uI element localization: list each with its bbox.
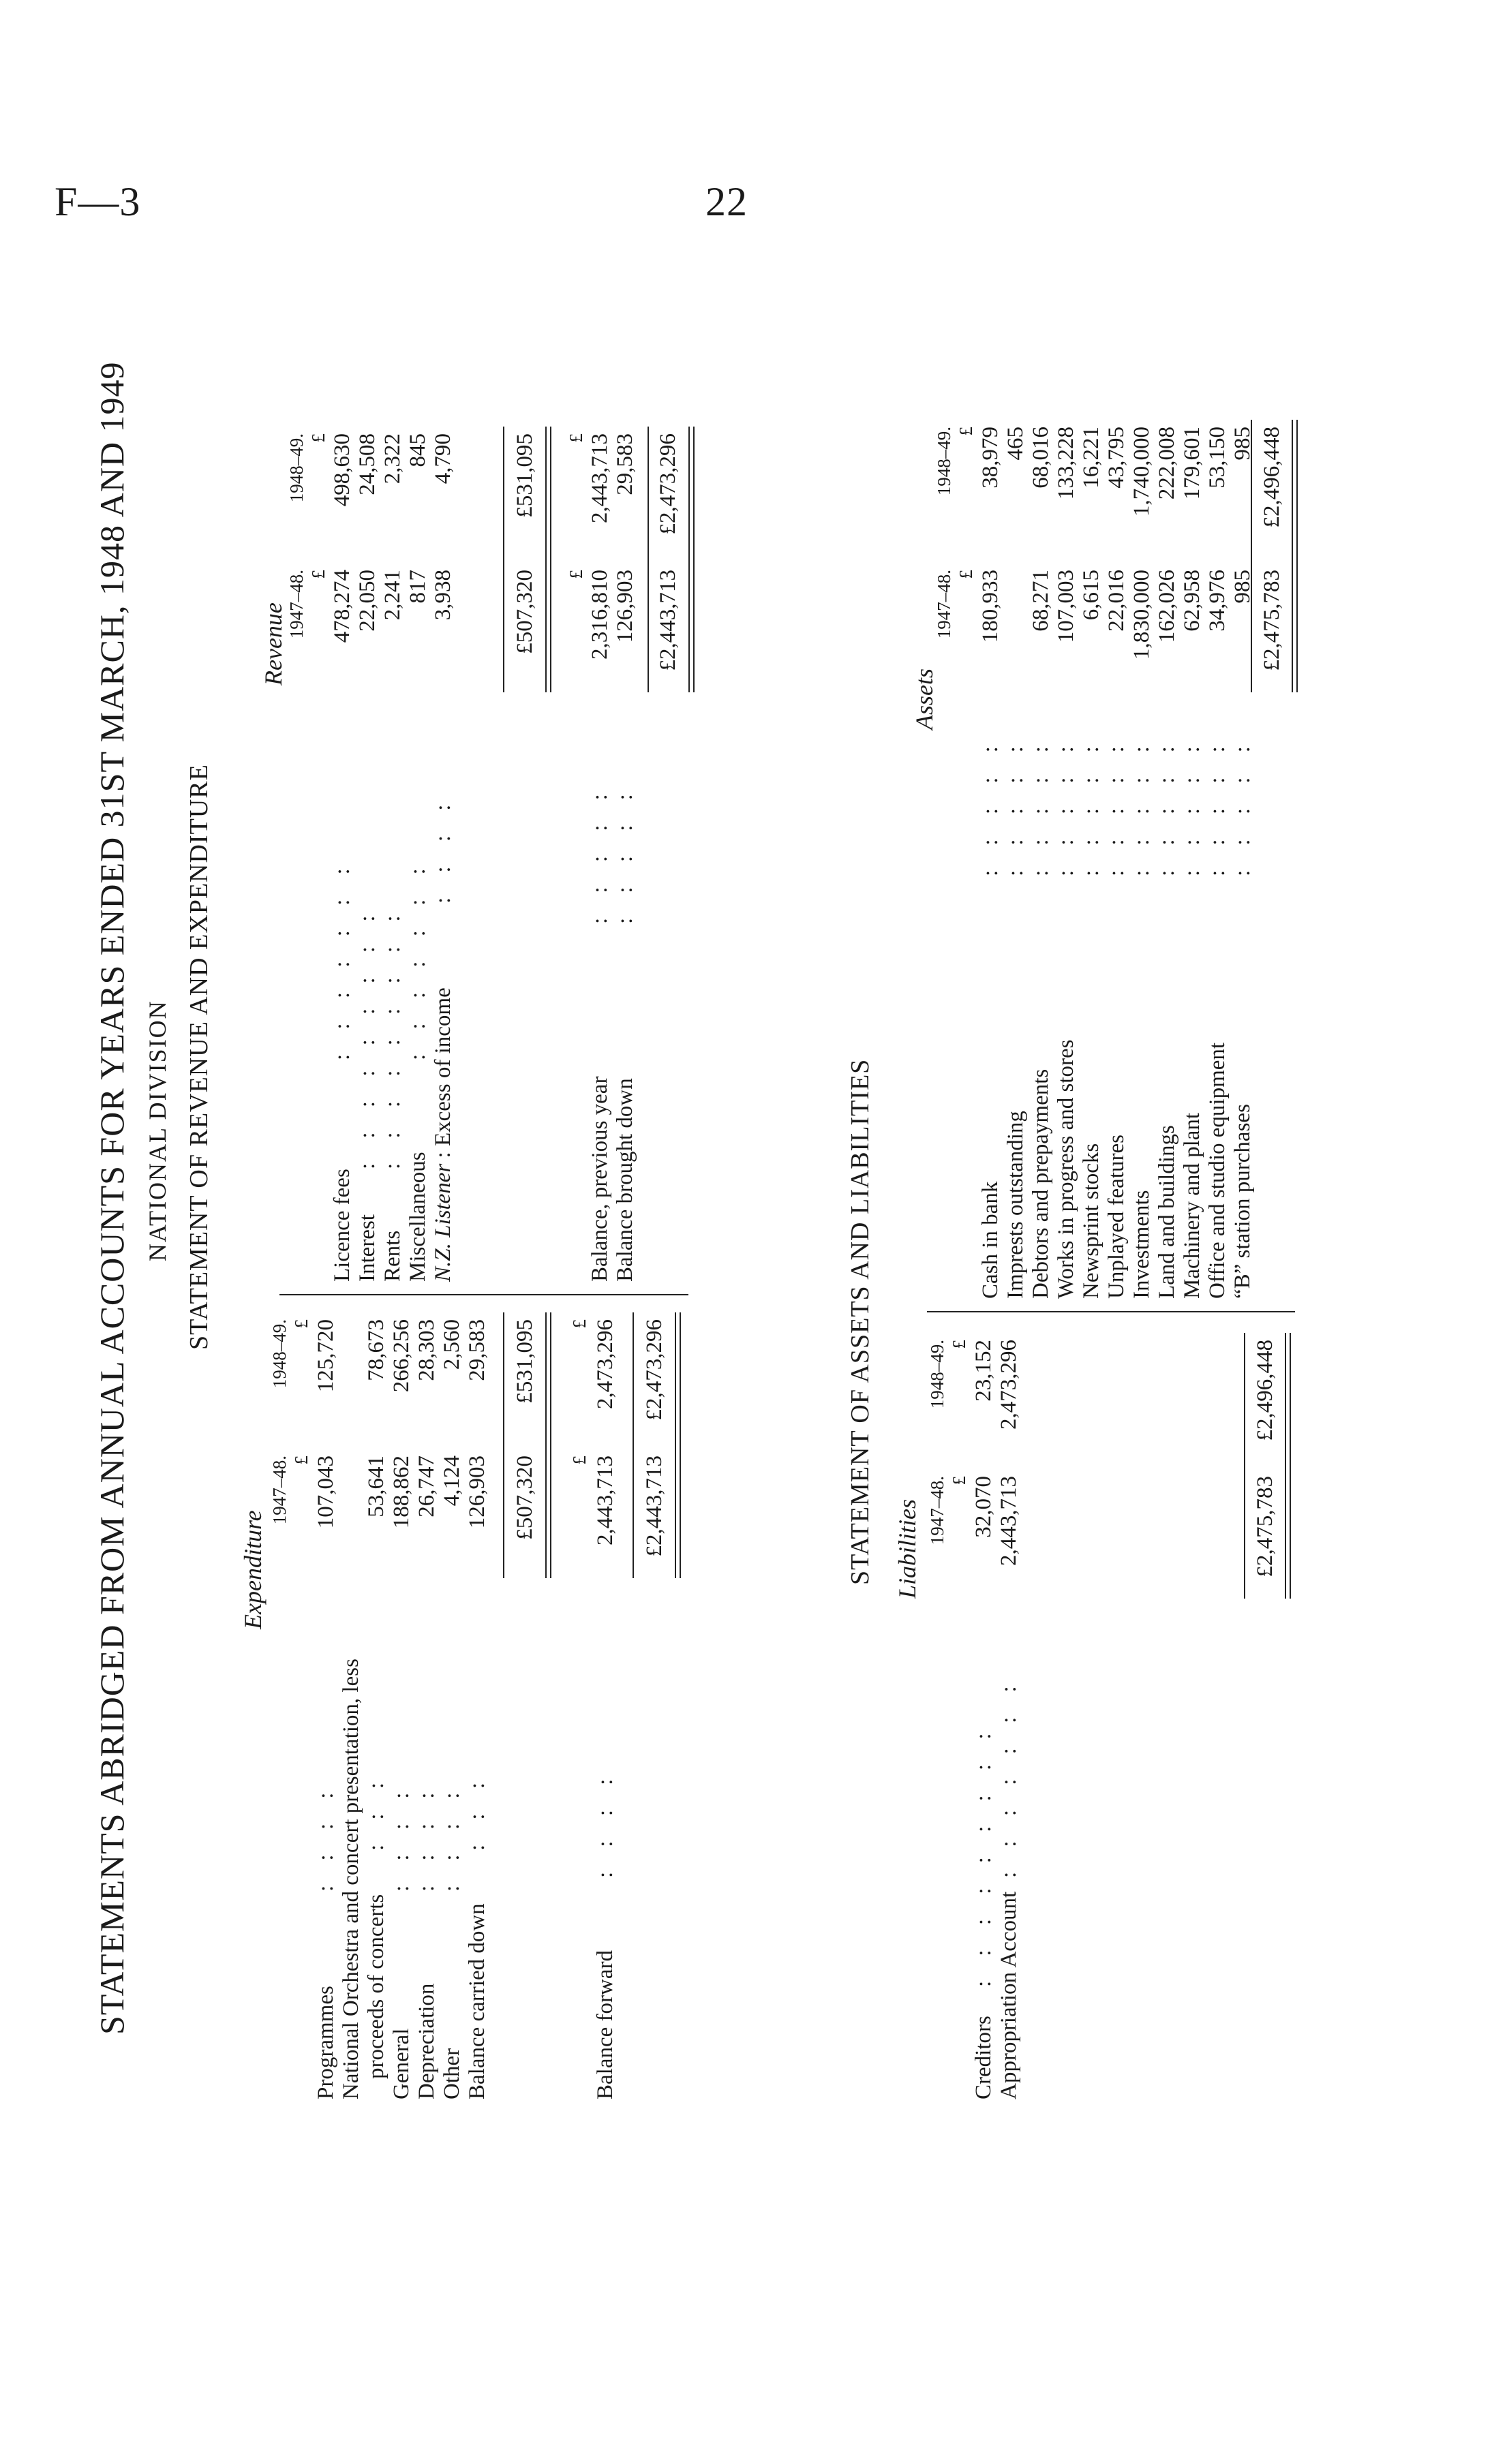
asset-value-1947: 6,615 xyxy=(1079,570,1103,621)
column-divider xyxy=(927,1311,1295,1312)
liab-1947-appropriation: 2,443,713 xyxy=(996,1476,1021,1566)
rev-label-previous: Balance, previous year xyxy=(588,1076,612,1282)
asset-value-1948: 222,008 xyxy=(1155,427,1179,500)
leader-dots: : : : : : xyxy=(978,737,1003,876)
revenue-statement-heading: STATEMENT OF REVENUE AND EXPENDITURE xyxy=(185,764,213,1350)
rev-label-brought: Balance brought down xyxy=(613,1078,637,1282)
rev-col-1947-currency: £ xyxy=(308,570,329,579)
leader-dots: : : : : : xyxy=(588,784,612,924)
rev-bal-1948-currency: £ xyxy=(566,433,586,443)
exp-1948-concerts: 78,673 xyxy=(364,1319,389,1381)
exp-label-concerts: proceeds of concerts xyxy=(364,1894,389,2079)
double-rule xyxy=(545,427,551,692)
leader-dots: : : : : : xyxy=(1230,737,1255,876)
liabilities-label: Liabilities xyxy=(894,1498,921,1599)
exp-label-general: General xyxy=(389,2028,414,2099)
liab-1948-appropriation: 2,473,296 xyxy=(996,1340,1021,1430)
exp-label-other: Other xyxy=(440,2048,464,2099)
rule xyxy=(648,427,649,692)
rev-1948-previous: 2,443,713 xyxy=(588,433,612,523)
asset-label: Works in progress and stores xyxy=(1054,1039,1078,1299)
rev-1947-grand: £2,443,713 xyxy=(656,570,680,671)
leader-dots: : : : : : : : xyxy=(996,1676,1021,1878)
asset-value-1947: 62,958 xyxy=(1180,570,1204,632)
rev-label-listener xyxy=(431,987,456,1282)
asset-value-1947: 34,976 xyxy=(1205,570,1230,632)
rev-col-1948-currency: £ xyxy=(308,433,329,443)
asset-value-1948: 1,740,000 xyxy=(1129,427,1154,517)
exp-label-depreciation: Depreciation xyxy=(414,1983,439,2099)
leader-dots: : : : : : xyxy=(1054,737,1078,876)
exp-1948-balance-forward: 2,473,296 xyxy=(593,1319,618,1409)
leader-dots: : : : : : : : : : xyxy=(971,1723,996,1987)
asset-1947-total: £2,475,783 xyxy=(1260,570,1284,671)
rev-col-1948-header: 1948–49. xyxy=(286,433,307,503)
liab-label-creditors: Creditors xyxy=(971,2016,996,2099)
rev-1948-listener: 4,790 xyxy=(431,433,455,484)
asset-value-1948: 68,016 xyxy=(1029,427,1053,489)
exp-label-balance-forward: Balance forward xyxy=(593,1950,618,2099)
leader-dots: : : : xyxy=(364,1772,389,1851)
rev-col-1947-header: 1947–48. xyxy=(286,570,307,639)
exp-1947-grand: £2,443,713 xyxy=(642,1456,667,1557)
exp-col-1947-currency: £ xyxy=(291,1456,311,1465)
leader-dots: : : : : : xyxy=(1079,737,1103,876)
exp-1947-programmes: 107,043 xyxy=(314,1456,338,1529)
exp-1948-depreciation: 28,303 xyxy=(414,1319,439,1381)
listener-rest: : Excess of income xyxy=(431,987,455,1164)
leader-dots: : : : xyxy=(465,1772,489,1851)
asset-label: Office and studio equipment xyxy=(1205,1042,1230,1299)
rule xyxy=(1251,420,1252,692)
exp-1948-grand: £2,473,296 xyxy=(642,1319,667,1421)
leader-dots: : : : : xyxy=(593,1769,618,1878)
asset-label: Investments xyxy=(1129,1190,1154,1299)
leader-dots: : : : : : xyxy=(1029,737,1053,876)
rev-1947-listener: 3,938 xyxy=(431,570,455,621)
division-heading: NATIONAL DIVISION xyxy=(144,1000,171,1261)
liab-1947-total: £2,475,783 xyxy=(1253,1476,1277,1577)
rev-label-licence: Licence fees xyxy=(330,1169,354,1282)
expenditure-label: Expenditure xyxy=(239,1510,267,1629)
liab-col-1947-header: 1947–48. xyxy=(927,1476,947,1545)
asset-value-1947: 68,271 xyxy=(1029,570,1053,632)
liab-label-appropriation: Appropriation Account xyxy=(996,1891,1021,2099)
exp-1947-concerts: 53,641 xyxy=(364,1456,389,1518)
assets-statement-heading: STATEMENT OF ASSETS AND LIABILITIES xyxy=(846,1058,874,1585)
asset-value-1948: 179,601 xyxy=(1180,427,1204,500)
double-rule xyxy=(675,1312,681,1578)
liab-1948-creditors: 23,152 xyxy=(971,1340,996,1402)
liab-col-1948-header: 1948–49. xyxy=(927,1340,947,1409)
liab-col-1948-currency: £ xyxy=(949,1340,969,1349)
exp-col-1948-header: 1948–49. xyxy=(269,1319,290,1389)
asset-label: Debtors and prepayments xyxy=(1029,1068,1053,1299)
assets-label: Assets xyxy=(911,668,938,730)
asset-col-1948-header: 1948–49. xyxy=(934,427,954,496)
rule xyxy=(633,1312,634,1578)
asset-value-1947: 180,933 xyxy=(978,570,1003,643)
exp-1947-total: £507,320 xyxy=(513,1456,537,1540)
liab-col-1947-currency: £ xyxy=(949,1476,969,1485)
asset-value-1947: 22,016 xyxy=(1104,570,1129,632)
rev-1948-misc: 845 xyxy=(406,433,430,467)
rev-1948-total: £531,095 xyxy=(513,433,537,518)
asset-value-1947: 1,830,000 xyxy=(1129,570,1154,660)
leader-dots: : : : : : : : : : xyxy=(380,906,405,1169)
document-title: STATEMENTS ABRIDGED FROM ANNUAL ACCOUNTS FOR YEARS ENDED 31ST MARCH, 1948 AND 1949 xyxy=(93,361,131,2035)
asset-col-1947-header: 1947–48. xyxy=(934,570,954,639)
double-rule xyxy=(688,427,695,692)
leader-dots: : : : : : : : : : xyxy=(355,906,380,1169)
double-rule xyxy=(1292,420,1298,692)
exp-1948-balance-carried: 29,583 xyxy=(465,1319,489,1381)
rev-1947-licence: 478,274 xyxy=(330,570,354,643)
asset-label: “B” station purchases xyxy=(1230,1104,1255,1299)
asset-col-1947-currency: £ xyxy=(956,570,976,579)
rev-1948-licence: 498,630 xyxy=(330,433,354,507)
exp-1948-other: 2,560 xyxy=(440,1319,464,1370)
leader-dots: : : : : : xyxy=(1205,737,1230,876)
revenue-label: Revenue xyxy=(260,602,287,686)
leader-dots: : : : : : xyxy=(1155,737,1179,876)
asset-col-1948-currency: £ xyxy=(956,427,976,436)
exp-label-programmes: Programmes xyxy=(314,1986,338,2099)
asset-label: Land and buildings xyxy=(1155,1125,1179,1299)
exp-1947-other: 4,124 xyxy=(440,1456,464,1507)
rev-1947-total: £507,320 xyxy=(513,570,537,654)
exp-1948-programmes: 125,720 xyxy=(314,1319,338,1393)
asset-value-1948: 133,228 xyxy=(1054,427,1078,500)
rev-bal-1947-currency: £ xyxy=(566,570,586,579)
exp-col-1948-currency: £ xyxy=(291,1319,311,1329)
leader-dots: : : : : : xyxy=(1129,737,1154,876)
rev-1947-interest: 22,050 xyxy=(355,570,380,632)
asset-label: Imprests outstanding xyxy=(1003,1111,1028,1299)
leader-dots: : : : : : : : xyxy=(330,859,354,1060)
leader-dots: : : : : : xyxy=(1180,737,1204,876)
asset-label: Newsprint stocks xyxy=(1079,1143,1103,1299)
rule xyxy=(503,1312,504,1578)
rev-label-interest: Interest xyxy=(355,1214,380,1282)
exp-1947-balance-forward: 2,443,713 xyxy=(593,1456,618,1545)
exp-1947-balance-carried: 126,903 xyxy=(465,1456,489,1529)
rev-1947-brought: 126,903 xyxy=(613,570,637,643)
exp-label-balance-carried: Balance carried down xyxy=(465,1903,489,2099)
asset-label: Cash in bank xyxy=(978,1181,1003,1299)
rev-1948-rents: 2,322 xyxy=(380,433,405,484)
leader-dots: : : : : : : : xyxy=(406,859,430,1060)
liab-1947-creditors: 32,070 xyxy=(971,1476,996,1538)
asset-value-1948: 985 xyxy=(1230,427,1255,461)
page-number: 22 xyxy=(705,179,748,224)
asset-value-1948: 53,150 xyxy=(1205,427,1230,489)
exp-1947-general: 188,862 xyxy=(389,1456,414,1529)
leader-dots: : : : : xyxy=(414,1783,439,1892)
leader-dots: : : : : xyxy=(389,1783,414,1892)
leader-dots: : : : : : xyxy=(1104,737,1129,876)
rev-1947-rents: 2,241 xyxy=(380,570,405,621)
rev-1948-interest: 24,508 xyxy=(355,433,380,495)
rev-1948-brought: 29,583 xyxy=(613,433,637,495)
liab-1948-total: £2,496,448 xyxy=(1253,1340,1277,1441)
exp-fwd-1948-currency: £ xyxy=(569,1319,590,1329)
asset-value-1948: 38,979 xyxy=(978,427,1003,489)
exp-col-1947-header: 1947–48. xyxy=(269,1456,290,1525)
exp-1948-total: £531,095 xyxy=(513,1319,537,1404)
leader-dots: : : : : xyxy=(440,1783,464,1892)
rev-label-misc: Miscellaneous xyxy=(406,1152,430,1282)
rule xyxy=(1244,1333,1245,1599)
leader-dots: : : : : : xyxy=(1003,737,1028,876)
leader-dots: : : : : xyxy=(431,795,455,904)
rev-label-rents: Rents xyxy=(380,1230,405,1282)
asset-value-1947: 107,003 xyxy=(1054,570,1078,643)
rev-1947-misc: 817 xyxy=(406,570,430,604)
leader-dots: : : : : xyxy=(314,1783,338,1892)
asset-value-1948: 16,221 xyxy=(1079,427,1103,489)
leader-dots: : : : : : xyxy=(613,784,637,924)
asset-value-1948: 43,795 xyxy=(1104,427,1129,489)
exp-label-orchestra: National Orchestra and concert presentation, less xyxy=(339,1659,363,2099)
exp-1947-depreciation: 26,747 xyxy=(414,1456,439,1518)
rev-1947-previous: 2,316,810 xyxy=(588,570,612,660)
asset-value-1948: 465 xyxy=(1003,427,1028,461)
exp-1948-general: 266,256 xyxy=(389,1319,414,1393)
asset-label: Unplayed features xyxy=(1104,1135,1129,1299)
page-ref: F—3 xyxy=(55,179,141,224)
rule xyxy=(503,427,504,692)
rev-1948-grand: £2,473,296 xyxy=(656,433,680,535)
exp-fwd-1947-currency: £ xyxy=(569,1456,590,1465)
column-divider xyxy=(279,1294,688,1295)
double-rule xyxy=(1285,1333,1291,1599)
asset-value-1947: 985 xyxy=(1230,570,1255,604)
asset-value-1947: 162,026 xyxy=(1155,570,1179,643)
asset-label: Machinery and plant xyxy=(1180,1112,1204,1299)
asset-1948-total: £2,496,448 xyxy=(1260,427,1284,528)
listener-italic: N.Z. Listener xyxy=(431,1163,455,1282)
double-rule xyxy=(545,1312,551,1578)
